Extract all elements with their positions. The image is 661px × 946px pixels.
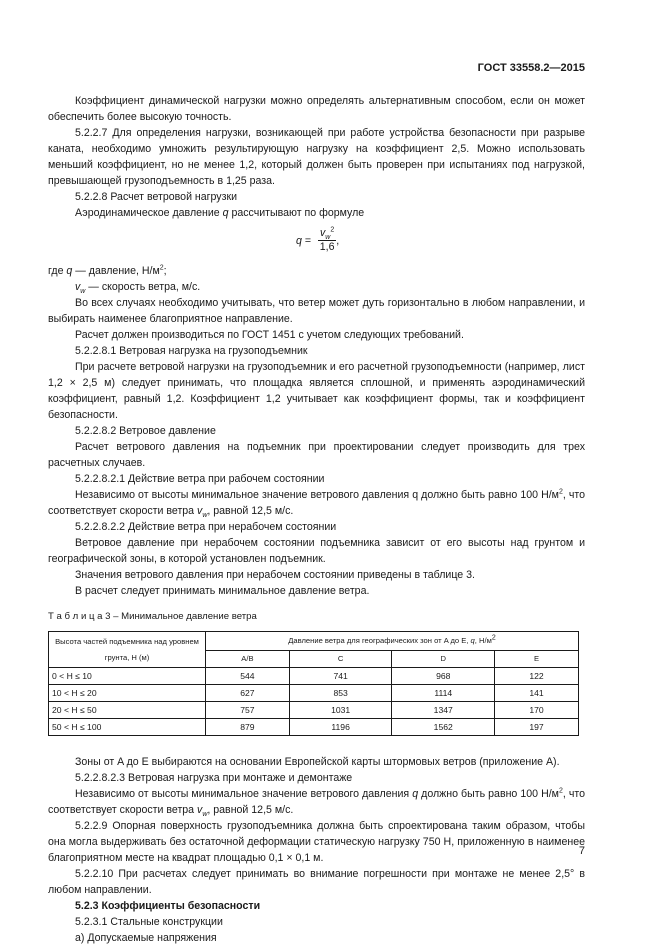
table-cell: 1031 — [289, 702, 392, 719]
table-cell: 968 — [392, 668, 495, 685]
where-vw: $v_w$ — скорость ветра, м/с. — [75, 281, 201, 296]
table-cell: 1114 — [392, 685, 495, 702]
table-cell: 757 — [206, 702, 290, 719]
table-cell-height: 10 < H ≤ 20 — [49, 685, 206, 702]
paragraph-dynamic-coefficient: Коэффициент динамической нагрузки можно определять альтернативным способом, если он может обеспечить более высокую точность. — [48, 95, 585, 123]
where-q: где q — давление, $Н/м^2$; — [48, 264, 167, 277]
paragraph-assembly-wind: Независимо от высоты минимальное значение ветрового давления q должно быть равно 100 $Н/м^2$, что соответствует скорости ветра $v_w$, равной 12,5 м/с. — [48, 787, 586, 819]
heading-5-2-2-8-2-3: 5.2.2.8.2.3 Ветровая нагрузка при монтаже и демонтаже — [75, 772, 353, 784]
heading-5-2-2-8-2-1: 5.2.2.8.2.1 Действие ветра при рабочем состоянии — [75, 473, 325, 485]
document-body — [48, 93, 585, 946]
table-cell: 170 — [495, 702, 579, 719]
paragraph-working-state: Независимо от высоты минимальное значение ветрового давления q должно быть равно 100 $Н/м^2$, что соответствует скорости ветра $v_w$, равной 12,5 м/с. — [48, 488, 585, 520]
heading-5-2-3-1: 5.2.3.1 Стальные конструкции — [75, 916, 223, 928]
table-row — [49, 668, 579, 685]
table-header-zone: D — [392, 651, 495, 668]
heading-5-2-3: 5.2.3 Коэффициенты безопасности — [75, 900, 261, 912]
table-cell: 1562 — [392, 719, 495, 736]
table-cell-height: 50 < H ≤ 100 — [49, 719, 206, 736]
paragraph-non-working-state: Ветровое давление при нерабочем состоянии подъемника зависит от его высоты над грунтом и географической зоны, в которой установлен подъемник. — [48, 537, 585, 565]
table-cell: 627 — [206, 685, 290, 702]
table-row — [49, 702, 579, 719]
document-header: ГОСТ 33558.2—2015 — [477, 62, 585, 74]
paragraph-aerodynamic-pressure: Аэродинамическое давление q рассчитывают по формуле — [75, 207, 365, 219]
formula-wind-pressure: q = $\frac{v_w^2}{1,6}$ , — [296, 226, 340, 253]
heading-5-2-2-8-1: 5.2.2.8.1 Ветровая нагрузка на грузоподъемник — [75, 345, 308, 357]
paragraph-5-2-2-7: 5.2.2.7 Для определения нагрузки, возникающей при работе устройства безопасности при разрыве каната, необходимо умножить результирующую нагрузку на коэффициент 2,5. Можно использовать меньший коэффициент, но не менее 1,2, который должен быть проверен при испытаниях под нагрузкой, превышающей грузоподъемность в 1,25 раза. — [48, 127, 585, 187]
table-cell: 1196 — [289, 719, 392, 736]
paragraph-gost-1451: Расчет должен производиться по ГОСТ 1451 с учетом следующих требований. — [75, 329, 464, 341]
paragraph-wind-direction: Во всех случаях необходимо учитывать, что ветер может дуть горизонтально в любом направлении, и выбирать наименее благоприятное направление. — [48, 297, 585, 325]
paragraph-wind-load-platform: При расчете ветровой нагрузки на грузоподъемник и его расчетной грузоподъемности (например, лист 1,2 × 2,5 м) следует принимать, что площадка является сплошной, и применять аэродинамический коэффициент, равный 1,2. Коэффициент 1,2 учитывает как коэффициент формы, так и коэффициент безопасности. — [48, 361, 585, 421]
paragraph-table-ref: Значения ветрового давления при нерабочем состоянии приведены в таблице 3. — [75, 569, 475, 581]
paragraph-5-2-2-9: 5.2.2.9 Опорная поверхность грузоподъемника должна быть спроектирована таким образом, чтобы она могла выдерживать без остаточной деформации статическую нагрузку 750 Н, приложенную в наименее благоприятном месте на квадрат площадью 0,1 × 0,1 м. — [48, 820, 585, 864]
table-cell-height: 0 < H ≤ 10 — [49, 668, 206, 685]
table-cell: 197 — [495, 719, 579, 736]
paragraph-minimum-pressure: В расчет следует принимать минимальное давление ветра. — [75, 585, 370, 597]
paragraph-5-2-2-10: 5.2.2.10 При расчетах следует принимать во внимание погрешности при монтаже не менее 2,5° в любом направлении. — [48, 868, 585, 896]
heading-5-2-2-8: 5.2.2.8 Расчет ветровой нагрузки — [75, 191, 238, 203]
wind-pressure-table — [48, 631, 579, 736]
heading-5-2-2-8-2-2: 5.2.2.8.2.2 Действие ветра при нерабочем состоянии — [75, 521, 337, 533]
page-number: 7 — [578, 845, 585, 857]
table-header-zone: A/B — [206, 651, 290, 668]
heading-5-2-2-8-2: 5.2.2.8.2 Ветровое давление — [75, 425, 216, 437]
table-row — [49, 719, 579, 736]
table-cell: 122 — [495, 668, 579, 685]
table-cell: 853 — [289, 685, 392, 702]
table-cell: 1347 — [392, 702, 495, 719]
table-header-height: Высота частей подъемника над уровнем грунта, H (м) — [49, 632, 206, 668]
table-cell-height: 20 < H ≤ 50 — [49, 702, 206, 719]
table-cell: 879 — [206, 719, 290, 736]
table-header-zone: C — [289, 651, 392, 668]
table-header-zone: E — [495, 651, 579, 668]
table-cell: 141 — [495, 685, 579, 702]
heading-allowable-stresses: а) Допускаемые напряжения — [75, 932, 217, 944]
table-cell: 741 — [289, 668, 392, 685]
table-cell: 544 — [206, 668, 290, 685]
table-caption: Т а б л и ц а 3 – Минимальное давление ветра — [48, 611, 257, 622]
paragraph-zones: Зоны от A до E выбираются на основании Европейской карты штормовых ветров (приложение А). — [75, 756, 560, 768]
table-row — [49, 685, 579, 702]
table-header-pressure: Давление ветра для географических зон от A до E, q, $Н/м^2$ — [206, 632, 579, 651]
paragraph-three-cases: Расчет ветрового давления на подъемник при проектировании следует производить для трех расчетных случаев. — [48, 441, 585, 469]
